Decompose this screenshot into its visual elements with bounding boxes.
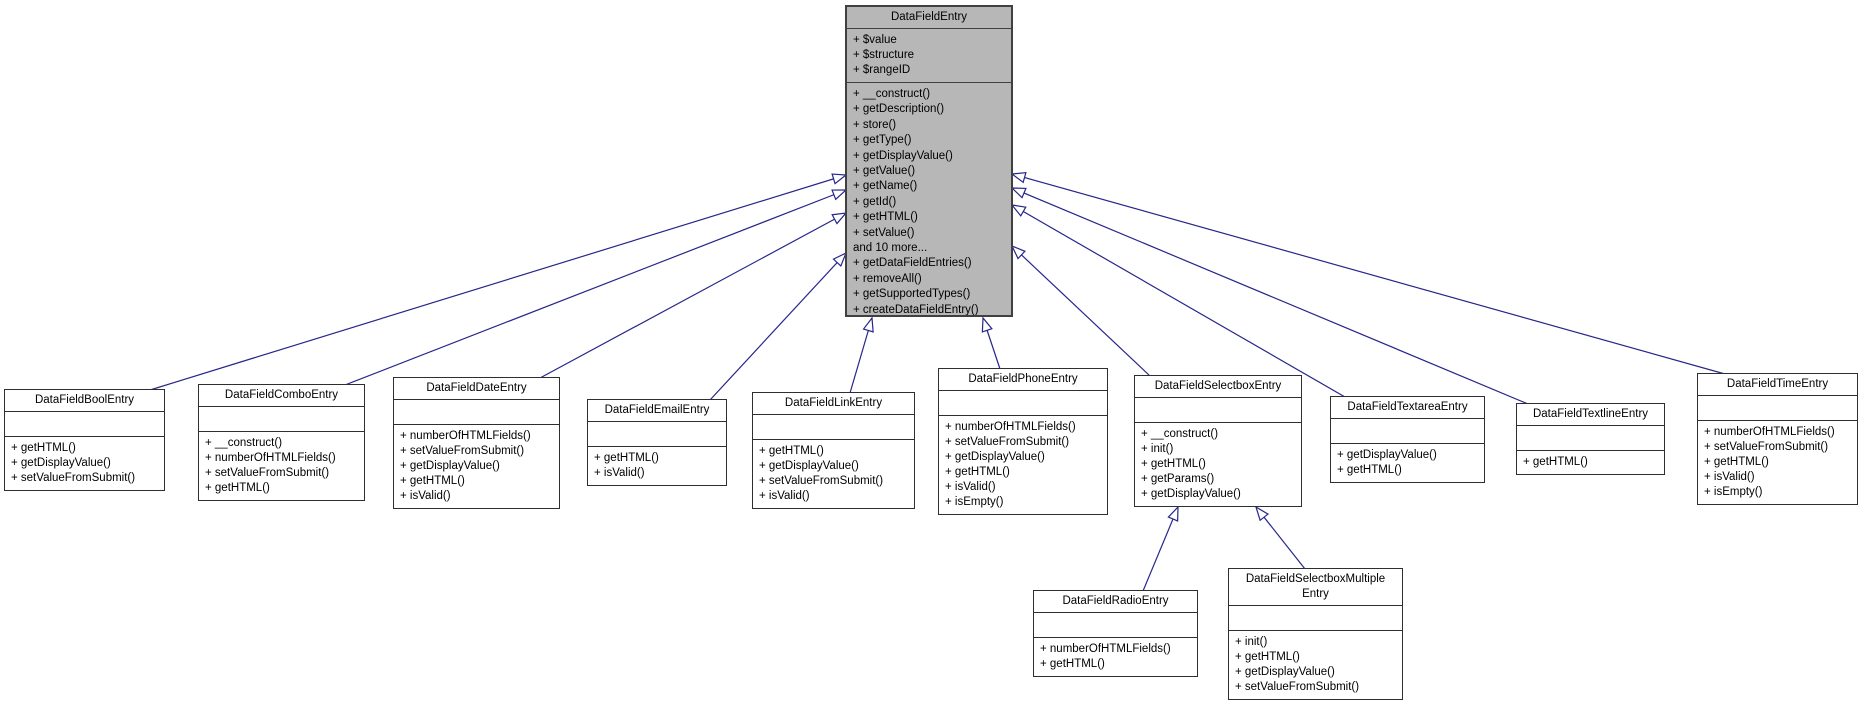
class-methods-section bbox=[199, 432, 364, 500]
method-row: + getDisplayValue() bbox=[759, 460, 859, 472]
class-box-datafieldphoneentry[interactable] bbox=[938, 368, 1108, 515]
attribute-row: + $value bbox=[853, 34, 897, 46]
method-row: + numberOfHTMLFields() bbox=[945, 421, 1076, 433]
method-row: + numberOfHTMLFields() bbox=[1040, 643, 1171, 655]
class-methods-section bbox=[1517, 451, 1664, 474]
class-methods-section bbox=[753, 440, 914, 508]
attribute-row: + $rangeID bbox=[853, 64, 911, 76]
class-attributes-section bbox=[588, 422, 726, 447]
method-row: + isValid() bbox=[945, 481, 996, 493]
method-row: + getHTML() bbox=[1235, 651, 1300, 663]
method-row: + getHTML() bbox=[1337, 464, 1402, 476]
class-attributes-section bbox=[847, 29, 1011, 83]
class-name: DataFieldEntry bbox=[847, 7, 1011, 29]
method-row: + init() bbox=[1141, 443, 1174, 455]
class-attributes-section bbox=[753, 415, 914, 440]
generalization-arrow-datafieldselectboxentry bbox=[1012, 246, 1150, 376]
method-row: + isEmpty() bbox=[1704, 486, 1763, 498]
method-row: + isValid() bbox=[759, 490, 810, 502]
method-row: + getHTML() bbox=[853, 211, 918, 224]
class-methods-section bbox=[1034, 638, 1197, 676]
method-row: + numberOfHTMLFields() bbox=[205, 452, 336, 464]
class-name: DataFieldComboEntry bbox=[199, 385, 364, 407]
class-name: DataFieldEmailEntry bbox=[588, 400, 726, 422]
class-box-datafieldselectboxmultipleentry[interactable] bbox=[1228, 568, 1403, 700]
method-row: + getDisplayValue() bbox=[1141, 488, 1241, 500]
class-box-datafieldcomboentry[interactable] bbox=[198, 384, 365, 501]
class-name: DataFieldTextlineEntry bbox=[1517, 404, 1664, 426]
class-attributes-section bbox=[1698, 396, 1857, 421]
class-name: DataFieldSelectboxEntry bbox=[1135, 376, 1301, 398]
method-row: + getType() bbox=[853, 134, 912, 147]
class-box-datafieldtextareaentry[interactable] bbox=[1330, 396, 1485, 483]
method-row: + getHTML() bbox=[1523, 456, 1588, 468]
class-name: DataFieldLinkEntry bbox=[753, 393, 914, 415]
method-row: + setValue() bbox=[853, 226, 915, 239]
generalization-arrow-datafieldcomboentry bbox=[345, 190, 846, 385]
method-row: + getHTML() bbox=[759, 445, 824, 457]
method-row: + numberOfHTMLFields() bbox=[400, 430, 531, 442]
method-row: + getHTML() bbox=[1040, 658, 1105, 670]
method-row: + isValid() bbox=[400, 490, 451, 502]
class-box-datafieldradioentry[interactable] bbox=[1033, 590, 1198, 677]
method-row: + getHTML() bbox=[1141, 458, 1206, 470]
method-row: + getDisplayValue() bbox=[1337, 449, 1437, 461]
method-row: + createDataFieldEntry() bbox=[853, 303, 979, 316]
method-row: + getParams() bbox=[1141, 473, 1215, 485]
method-row: + setValueFromSubmit() bbox=[1235, 681, 1360, 693]
class-box-datafieldboolentry[interactable] bbox=[4, 389, 165, 491]
class-name: DataFieldDateEntry bbox=[394, 378, 559, 400]
generalization-arrow-datafieldboolentry bbox=[150, 175, 846, 390]
class-methods-section bbox=[394, 425, 559, 508]
method-row: + getHTML() bbox=[11, 442, 76, 454]
attribute-row: + $structure bbox=[853, 49, 915, 61]
class-name: DataFieldBoolEntry bbox=[5, 390, 164, 412]
generalization-arrow-datafieldradioentry bbox=[1143, 507, 1178, 591]
class-box-datafieldselectboxentry[interactable] bbox=[1134, 375, 1302, 507]
class-name: DataFieldPhoneEntry bbox=[939, 369, 1107, 391]
method-row: + getDisplayValue() bbox=[400, 460, 500, 472]
method-row: + getHTML() bbox=[594, 452, 659, 464]
class-methods-section bbox=[939, 416, 1107, 514]
method-row: + isEmpty() bbox=[945, 496, 1004, 508]
method-row: + getDisplayValue() bbox=[11, 457, 111, 469]
generalization-arrow-datafieldtimeentry bbox=[1012, 174, 1725, 374]
method-row: + store() bbox=[853, 118, 897, 131]
class-box-datafielddateentry[interactable] bbox=[393, 377, 560, 509]
method-row: + getHTML() bbox=[400, 475, 465, 487]
method-row: + setValueFromSubmit() bbox=[1704, 441, 1829, 453]
class-methods-section bbox=[1698, 421, 1857, 504]
method-row: + getHTML() bbox=[1704, 456, 1769, 468]
class-attributes-section bbox=[939, 391, 1107, 416]
class-attributes-section bbox=[394, 400, 559, 425]
class-name: DataFieldSelectboxMultiple Entry bbox=[1229, 569, 1402, 606]
method-row: + __construct() bbox=[853, 88, 931, 100]
method-row: + getHTML() bbox=[945, 466, 1010, 478]
class-box-datafieldtimeentry[interactable] bbox=[1697, 373, 1858, 505]
class-methods-section bbox=[1135, 423, 1301, 506]
class-methods-section bbox=[1229, 631, 1402, 699]
method-row: + setValueFromSubmit() bbox=[205, 467, 330, 479]
class-name: DataFieldRadioEntry bbox=[1034, 591, 1197, 613]
class-methods-section bbox=[5, 437, 164, 490]
generalization-arrow-datafieldlinkentry bbox=[850, 318, 872, 393]
generalization-arrow-datafielddateentry bbox=[540, 213, 846, 378]
class-name: DataFieldTextareaEntry bbox=[1331, 397, 1484, 419]
class-attributes-section bbox=[5, 412, 164, 437]
method-row: + __construct() bbox=[1141, 428, 1219, 440]
method-row: + setValueFromSubmit() bbox=[945, 436, 1070, 448]
class-box-datafieldlinkentry[interactable] bbox=[752, 392, 915, 509]
method-row: + isValid() bbox=[594, 467, 645, 479]
method-row: + getDataFieldEntries() bbox=[853, 257, 972, 270]
class-attributes-section bbox=[1517, 426, 1664, 451]
generalization-arrow-datafieldselectboxmultipleentry bbox=[1256, 507, 1305, 569]
class-attributes-section bbox=[1034, 613, 1197, 638]
method-row: + numberOfHTMLFields() bbox=[1704, 426, 1835, 438]
method-row: + isValid() bbox=[1704, 471, 1755, 483]
class-attributes-section bbox=[1135, 398, 1301, 423]
class-methods-section bbox=[588, 447, 726, 485]
class-box-datafieldtextlineentry[interactable] bbox=[1516, 403, 1665, 475]
method-row: + getDisplayValue() bbox=[1235, 666, 1335, 678]
method-row: + setValueFromSubmit() bbox=[759, 475, 884, 487]
method-row: + getValue() bbox=[853, 165, 916, 178]
generalization-arrow-datafieldphoneentry bbox=[983, 318, 1000, 369]
method-row: + __construct() bbox=[205, 437, 283, 449]
method-row: + setValueFromSubmit() bbox=[11, 472, 136, 484]
method-row: + getDescription() bbox=[853, 103, 945, 116]
class-methods-section bbox=[847, 83, 1011, 317]
method-row: + getHTML() bbox=[205, 482, 270, 494]
method-row: + init() bbox=[1235, 636, 1268, 648]
method-row: + getName() bbox=[853, 180, 918, 193]
method-row: + getDisplayValue() bbox=[853, 149, 953, 162]
class-methods-section bbox=[1331, 444, 1484, 482]
class-name: DataFieldTimeEntry bbox=[1698, 374, 1857, 396]
method-row: + getSupportedTypes() bbox=[853, 288, 971, 301]
class-attributes-section bbox=[1229, 606, 1402, 631]
class-attributes-section bbox=[199, 407, 364, 432]
class-attributes-section bbox=[1331, 419, 1484, 444]
class-box-datafieldentry[interactable] bbox=[845, 5, 1013, 317]
method-row: + setValueFromSubmit() bbox=[400, 445, 525, 457]
method-row: + removeAll() bbox=[853, 272, 922, 285]
method-row: + getId() bbox=[853, 195, 897, 208]
class-box-datafieldemailentry[interactable] bbox=[587, 399, 727, 486]
method-row: and 10 more... bbox=[853, 242, 928, 255]
method-row: + getDisplayValue() bbox=[945, 451, 1045, 463]
